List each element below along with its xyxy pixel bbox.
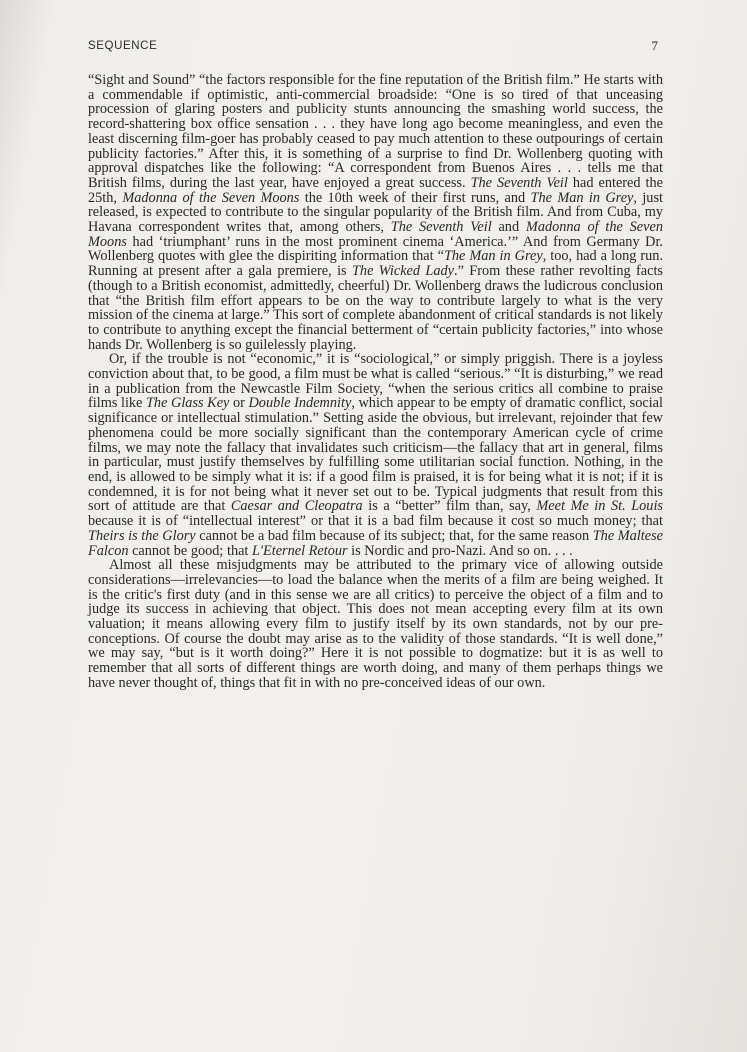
text-segment: , just released, is expected to contribute to the singular popularity of the British film. And from Cuba, my Havana correspondent writes that, among others, xyxy=(88,189,663,236)
text-segment: because it is of “intellectual interest” or that it is a bad film because it cost so much money; that xyxy=(88,513,663,530)
paragraph-1 xyxy=(88,73,663,352)
title-italic: The Seventh Veil xyxy=(470,174,568,191)
text-segment: had ‘triumphant’ runs in the most prominent cinema ‘America.’” And from Germany Dr. Wollenberg quotes with glee the dispiriting information that “ xyxy=(88,233,663,265)
title-italic: The Seventh Veil xyxy=(390,219,492,236)
text-segment: Or, if the trouble is not “economic,” it is “sociological,” or simply priggish. There is a joyless conviction about that, to be good, a film must be what is called “serious.” “It is disturbing,” we read in a publication from the Newcastle Film Society, “when the serious critics all combine to praise films like xyxy=(88,351,663,412)
title-italic: L'Eternel Retour xyxy=(251,542,348,559)
title-italic: The Wicked Lady xyxy=(351,263,454,280)
text-segment: cannot be a bad film because of its subject; that, for the same reason xyxy=(195,527,593,544)
text-segment: and xyxy=(491,219,526,236)
text-segment: had entered the 25th, xyxy=(88,174,663,206)
text-segment: , too, had a long run. Running at present after a gala premiere, is xyxy=(88,248,664,280)
text-segment: cannot be good; that xyxy=(128,542,252,559)
text-segment: Almost all these misjudgments may be attributed to the primary vice of allowing outside considerations—irrelevancies—to load the balance when the merits of a film are being weighed. It is the critic's first duty (and in this sense we are all critics) to perceive the object of a film and to judge its success in achieving that object. This does not mean accepting every film at its own valuation; it means allowing every film to justify itself by its own standards, not by our pre-conceptions. Of course the doubt may arise as to the validity of those standards. “It is well done,” we may say, “but is it worth doing?” Here it is not possible to dogmatize: but it is as well to remember that all sorts of different things are worth doing, and many of them perhaps things we have never thought of, things that fit in with no pre-conceived ideas of our own. xyxy=(88,557,663,691)
title-italic: Madonna of the Seven Moons xyxy=(122,189,300,206)
title-italic: The Glass Key xyxy=(145,395,230,412)
page-number: 7 xyxy=(651,38,658,53)
text-segment: the 10th week of their first runs, and xyxy=(299,189,531,206)
text-segment: is Nordic and pro-Nazi. And so on. . . . xyxy=(347,542,573,559)
title-italic: Double Indemnity xyxy=(248,395,352,412)
title-italic: The Maltese Falcon xyxy=(88,527,664,559)
title-italic: The Man in Grey xyxy=(443,248,543,265)
text-segment: .” From these rather revolting facts (though to a British economist, admittedly, cheerful) Dr. Wollenberg draws the ludicrous conclusion that “the British film effort appears to be on the way to contribute largely to what is the very mission of the cinema at large.” This sort of complete abandonment of critical standards is not likely to contribute to anything except the financial betterment of “certain publicity factories,” into whose hands Dr. Wollenberg is so guilelessly playing. xyxy=(88,263,663,353)
paragraph-3 xyxy=(88,558,663,690)
title-italic: Caesar and Cleopatra xyxy=(230,498,363,515)
title-italic: The Man in Grey xyxy=(530,189,634,206)
text-segment: is a “better” film than, say, xyxy=(362,498,537,515)
text-segment: , which appear to be empty of dramatic conflict, social significance or intellectual stimulation.” Setting aside the obvious, but irrelevant, rejoinder that few phenomena could be more socially significant than the contemporary American cycle of crime films, we may note the fallacy that invalidates such criticism—the fallacy that art in general, films in particular, must justify themselves by fulfilling some utilitarian social function. Nothing, in the end, is allowed to be simply what it is: if a good film is praised, it is for being what it is not; if it is condemned, it is for not being what it never set out to be. Typical judgments that result from this sort of attitude are that xyxy=(88,395,663,515)
text-segment: or xyxy=(229,395,249,412)
running-head: SEQUENCE xyxy=(88,40,158,52)
body-text xyxy=(88,73,663,691)
page-header xyxy=(88,40,658,60)
paragraph-2 xyxy=(88,352,663,558)
title-italic: Meet Me in St. Louis xyxy=(536,498,663,515)
text-segment: “Sight and Sound” “the factors responsible for the fine reputation of the British film.” He starts with a commendable if optimistic, anti-commercial broadside: “One is so tired of that unceasing procession of glaring posters and publicity stunts announcing the smashing world success, the record-shattering box office sensation . . . they have long ago become meaningless, and even the least discerning film-goer has probably ceased to pay much attention to these outpourings of certain publicity factories.” After this, it is something of a surprise to find Dr. Wollenberg quoting with approval dispatches like the following: “A correspondent from Buenos Aires . . . tells me that British films, during the last year, have enjoyed a great success. xyxy=(88,72,663,191)
title-italic: Madonna of the Seven Moons xyxy=(88,219,663,250)
title-italic: Theirs is the Glory xyxy=(88,527,196,544)
